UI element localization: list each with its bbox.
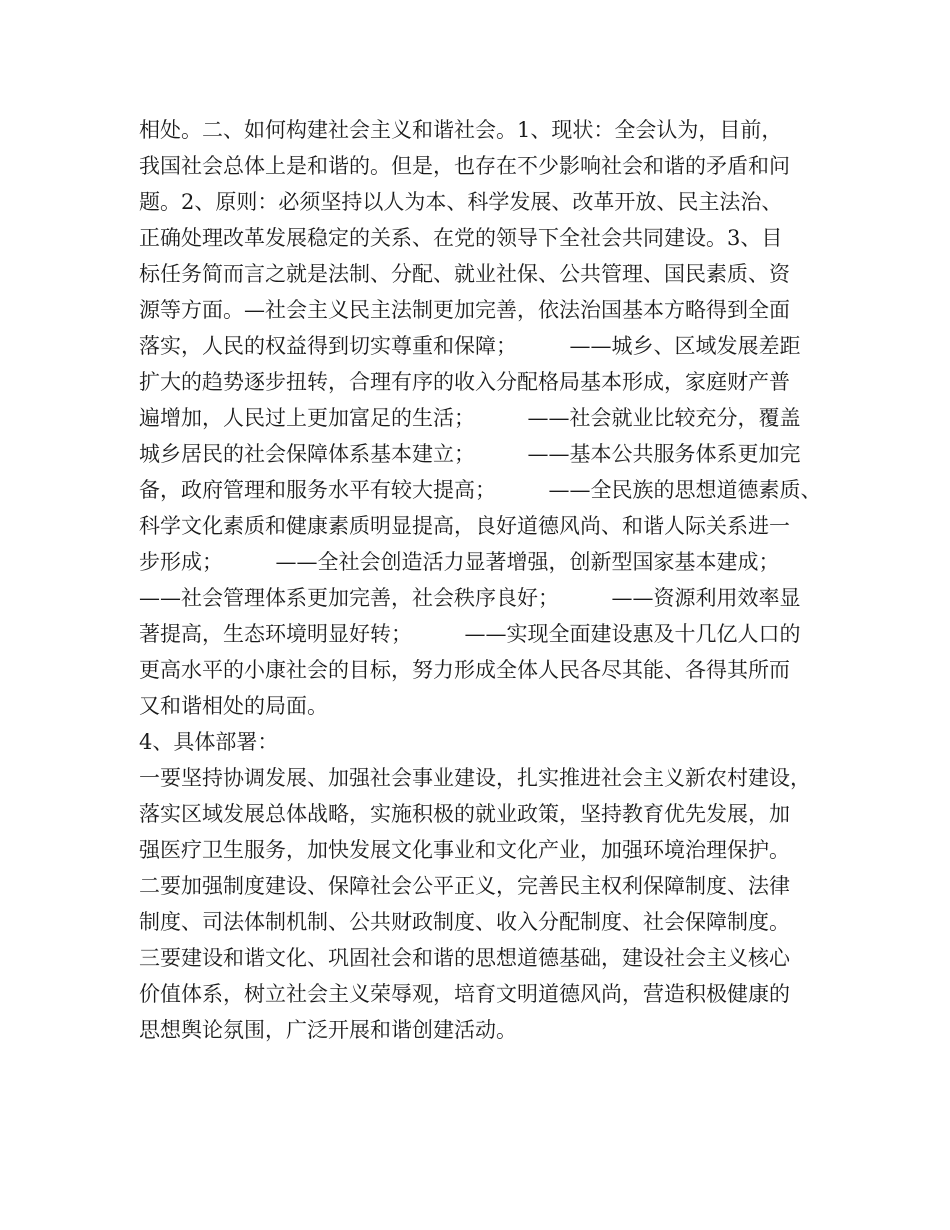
text-line: ——社会管理体系更加完善，社会秩序良好； ——资源利用效率显 xyxy=(139,586,801,610)
text-line: 著提高，生态环境明显好转； ——实现全面建设惠及十几亿人口的 xyxy=(139,622,801,646)
text-line: 备，政府管理和服务水平有较大提高； ——全民族的思想道德素质、 xyxy=(139,478,822,502)
text-line: 二要加强制度建设、保障社会公平正义，完善民主权利保障制度、法律 xyxy=(139,874,790,898)
text-line: 落实，人民的权益得到切实尊重和保障； ——城乡、区域发展差距 xyxy=(139,334,801,358)
text-line: 正确处理改革发展稳定的关系、在党的领导下全社会共同建设。3、目 xyxy=(139,226,783,250)
text-line: 城乡居民的社会保障体系基本建立； ——基本公共服务体系更加完 xyxy=(139,442,801,466)
text-line: 价值体系，树立社会主义荣辱观，培育文明道德风尚，营造积极健康的 xyxy=(139,982,790,1006)
text-line: 一要坚持协调发展、加强社会事业建设，扎实推进社会主义新农村建设， xyxy=(139,766,811,790)
text-line: 科学文化素质和健康素质明显提高，良好道德风尚、和谐人际关系进一 xyxy=(139,514,790,538)
text-line: 更高水平的小康社会的目标，努力形成全体人民各尽其能、各得其所而 xyxy=(139,658,790,682)
text-line: 遍增加，人民过上更加富足的生活； ——社会就业比较充分，覆盖 xyxy=(139,406,801,430)
text-line: 思想舆论氛围，广泛开展和谐创建活动。 xyxy=(139,1018,517,1042)
document-body xyxy=(139,112,839,1048)
text-line: 扩大的趋势逐步扭转，合理有序的收入分配格局基本形成，家庭财产普 xyxy=(139,370,790,394)
text-line: 又和谐相处的局面。 xyxy=(139,694,328,718)
text-line: 三要建设和谐文化、巩固社会和谐的思想道德基础，建设社会主义核心 xyxy=(139,946,790,970)
text-line: 强医疗卫生服务，加快发展文化事业和文化产业，加强环境治理保护。 xyxy=(139,838,790,862)
text-line: 题。2、原则：必须坚持以人为本、科学发展、改革开放、民主法治、 xyxy=(139,190,783,214)
section-heading: 4、具体部署： xyxy=(139,730,279,754)
text-line: 制度、司法体制机制、公共财政制度、收入分配制度、社会保障制度。 xyxy=(139,910,790,934)
text-line: 标任务简而言之就是法制、分配、就业社保、公共管理、国民素质、资 xyxy=(139,262,790,286)
text-line: 源等方面。—社会主义民主法制更加完善，依法治国基本方略得到全面 xyxy=(139,298,790,322)
text-line: 步形成； ——全社会创造活力显著增强，创新型国家基本建成； xyxy=(139,550,780,574)
text-line: 相处。二、如何构建社会主义和谐社会。1、现状：全会认为，目前， xyxy=(139,118,783,142)
text-line: 落实区域发展总体战略，实施积极的就业政策，坚持教育优先发展，加 xyxy=(139,802,790,826)
text-line: 我国社会总体上是和谐的。但是，也存在不少影响社会和谐的矛盾和问 xyxy=(139,154,790,178)
